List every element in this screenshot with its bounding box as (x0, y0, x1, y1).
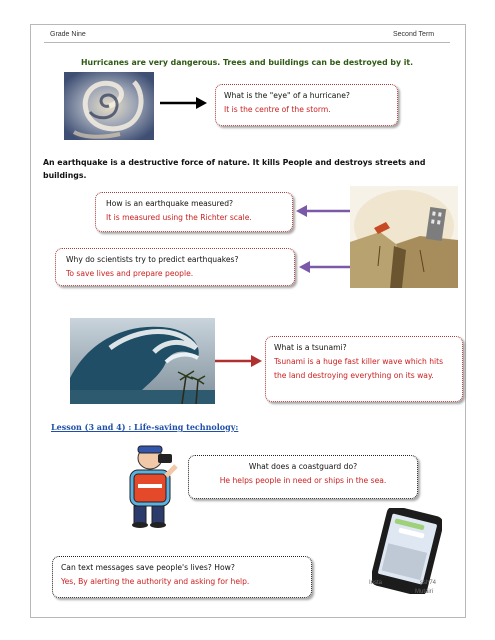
coastguard-image (120, 444, 188, 528)
coastguard-qa-box (188, 455, 418, 499)
earthquake-question-1: How is an earthquake measured? (106, 199, 234, 208)
hurricane-answer: It is the centre of the storm. (224, 105, 331, 114)
earthquake-image (350, 186, 458, 288)
earthquake-intro: An earthquake is a destructive force of nature. It kills People and destroys streets and buildings. (43, 158, 426, 180)
header-term: Second Term (393, 31, 435, 38)
lesson-heading: Lesson (3 and 4) : Life-saving technology: (51, 422, 239, 432)
hurricane-image (64, 72, 154, 140)
hurricane-qa-box (215, 84, 398, 126)
texting-qa-box (52, 556, 312, 598)
earthquake-answer-1: It is measured using the Richter scale. (106, 213, 252, 222)
hurricane-intro: Hurricanes are very dangerous. Trees and buildings can be destroyed by it. (81, 58, 414, 67)
texting-question: Can text messages save people's lives? How? (61, 563, 235, 572)
hurricane-arrow (160, 96, 208, 110)
earthquake-qa-box-1 (95, 192, 293, 232)
earthquake-qa-box-2 (55, 248, 295, 286)
coastguard-question: What does a coastguard do? (248, 462, 358, 471)
hurricane-question: What is the "eye" of a hurricane? (224, 91, 350, 100)
tsunami-arrow (215, 354, 263, 368)
earthquake-arrow-2 (298, 260, 350, 274)
credit-line-2: Mutairi (415, 589, 434, 595)
coastguard-answer: He helps people in need or ships in the sea. (219, 476, 387, 485)
credit-line-1b: ssh74 (420, 580, 437, 586)
earthquake-arrow-1 (295, 204, 350, 218)
earthquake-answer-2: To save lives and prepare people. (66, 269, 194, 278)
earthquake-question-2: Why do scientists try to predict earthquakes? (66, 255, 239, 264)
credit-line-1a: Insta (369, 580, 383, 586)
header-rule (44, 42, 450, 43)
header-grade: Grade Nine (50, 31, 86, 38)
tsunami-qa-box (265, 336, 463, 402)
texting-answer: Yes, By alerting the authority and asking for help. (61, 577, 250, 586)
tsunami-question: What is a tsunami? (274, 343, 347, 352)
tsunami-image (70, 318, 215, 404)
tsunami-answer: Tsunami is a huge fast killer wave which hits the land destroying everything on its way. (274, 357, 444, 380)
